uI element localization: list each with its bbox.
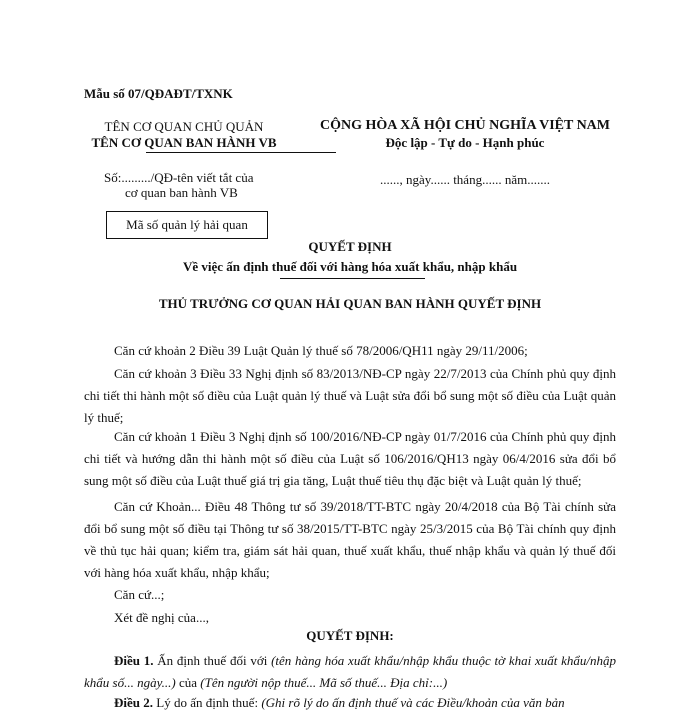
basis-6 <box>84 607 616 629</box>
customs-code-box <box>106 211 268 239</box>
decision-heading: QUYẾT ĐỊNH: <box>306 628 394 643</box>
doc-title: QUYẾT ĐỊNH <box>308 239 392 254</box>
basis-3-text: Căn cứ khoản 1 Điều 3 Nghị định số 100/2016/NĐ-CP ngày 01/7/2016 của Chính phủ quy định chi tiết và hướng dẫn thi hành một số điều của Luật số 106/2016/QH13 ngày 06/4/2016 sửa đổi bổ sung một số điều của Luật thuế giá trị gia tăng, Luật thuế tiêu thụ đặc biệt và Luật quản lý thuế; <box>84 429 616 488</box>
article-1-text2: của <box>175 675 201 690</box>
agency-parent: TÊN CƠ QUAN CHỦ QUẢN <box>104 119 264 134</box>
basis-6-text: Xét đề nghị của..., <box>114 610 209 625</box>
country-name: CỘNG HÒA XÃ HỘI CHỦ NGHĨA VIỆT NAM <box>319 118 610 133</box>
date-line: ......, ngày...... tháng...... năm....... <box>380 172 550 187</box>
article-1-italic2: (Tên người nộp thuế... Mã số thuế... Địa chỉ:...) <box>200 675 448 690</box>
doc-number: Số:........./QĐ-tên viết tắt của <box>104 170 254 185</box>
doc-subtitle: Về việc ấn định thuế đối với hàng hóa xuất khẩu, nhập khẩu <box>182 259 518 274</box>
motto: Độc lập - Tự do - Hạnh phúc <box>385 135 545 150</box>
article-2-italic: (Ghi rõ lý do ấn định thuế và các Điều/khoản của văn bản <box>261 695 565 710</box>
article-1-text: Ấn định thuế đối với <box>153 653 272 668</box>
subtitle-underline <box>280 278 425 279</box>
agency-issuer: TÊN CƠ QUAN BAN HÀNH VB <box>91 135 277 150</box>
basis-4 <box>84 496 616 584</box>
customs-code-label: Mã số quản lý hải quan <box>126 217 248 232</box>
agency-underline <box>146 152 336 153</box>
basis-2-text: Căn cứ khoản 3 Điều 33 Nghị định số 83/2013/NĐ-CP ngày 22/7/2013 của Chính phủ quy định chi tiết thi hành một số điều của Luật quản lý thuế và Luật sửa đổi bổ sung một số điều của Luật quản lý thuế; <box>84 366 616 425</box>
basis-5 <box>84 584 616 606</box>
basis-1-text: Căn cứ khoản 2 Điều 39 Luật Quản lý thuế số 78/2006/QH11 ngày 29/11/2006; <box>114 343 528 358</box>
basis-4-text: Căn cứ Khoản... Điều 48 Thông tư số 39/2018/TT-BTC ngày 20/4/2018 của Bộ Tài chính sửa đổi bổ sung một số điều tại Thông tư số 38/2015/TT-BTC ngày 25/3/2015 của Bộ Tài chính quy định về thủ tục hải quan; kiểm tra, giám sát hải quan, thuế xuất khẩu, thuế nhập khẩu và quản lý thuế đối với hàng hóa xuất khẩu, nhập khẩu; <box>84 499 616 580</box>
article-1-label: Điều 1. <box>114 653 154 668</box>
form-code: Mẫu số 07/QĐAĐT/TXNK <box>84 86 233 101</box>
article-1-italic: (tên hàng hóa xuất khẩu/nhập khẩu thuộc tờ khai xuất khẩu/nhập khẩu số... ngày...) <box>84 653 616 690</box>
authority-heading: THỦ TRƯỞNG CƠ QUAN HẢI QUAN BAN HÀNH QUYẾT ĐỊNH <box>158 296 542 311</box>
article-2 <box>84 692 616 714</box>
article-2-label: Điều 2. <box>114 695 153 710</box>
basis-3 <box>84 426 616 492</box>
basis-2 <box>84 363 616 429</box>
doc-number-line2: cơ quan ban hành VB <box>125 185 238 200</box>
article-1 <box>84 650 616 694</box>
basis-1 <box>84 340 616 362</box>
article-2-text: Lý do ấn định thuế: <box>153 695 262 710</box>
basis-5-text: Căn cứ...; <box>114 587 165 602</box>
